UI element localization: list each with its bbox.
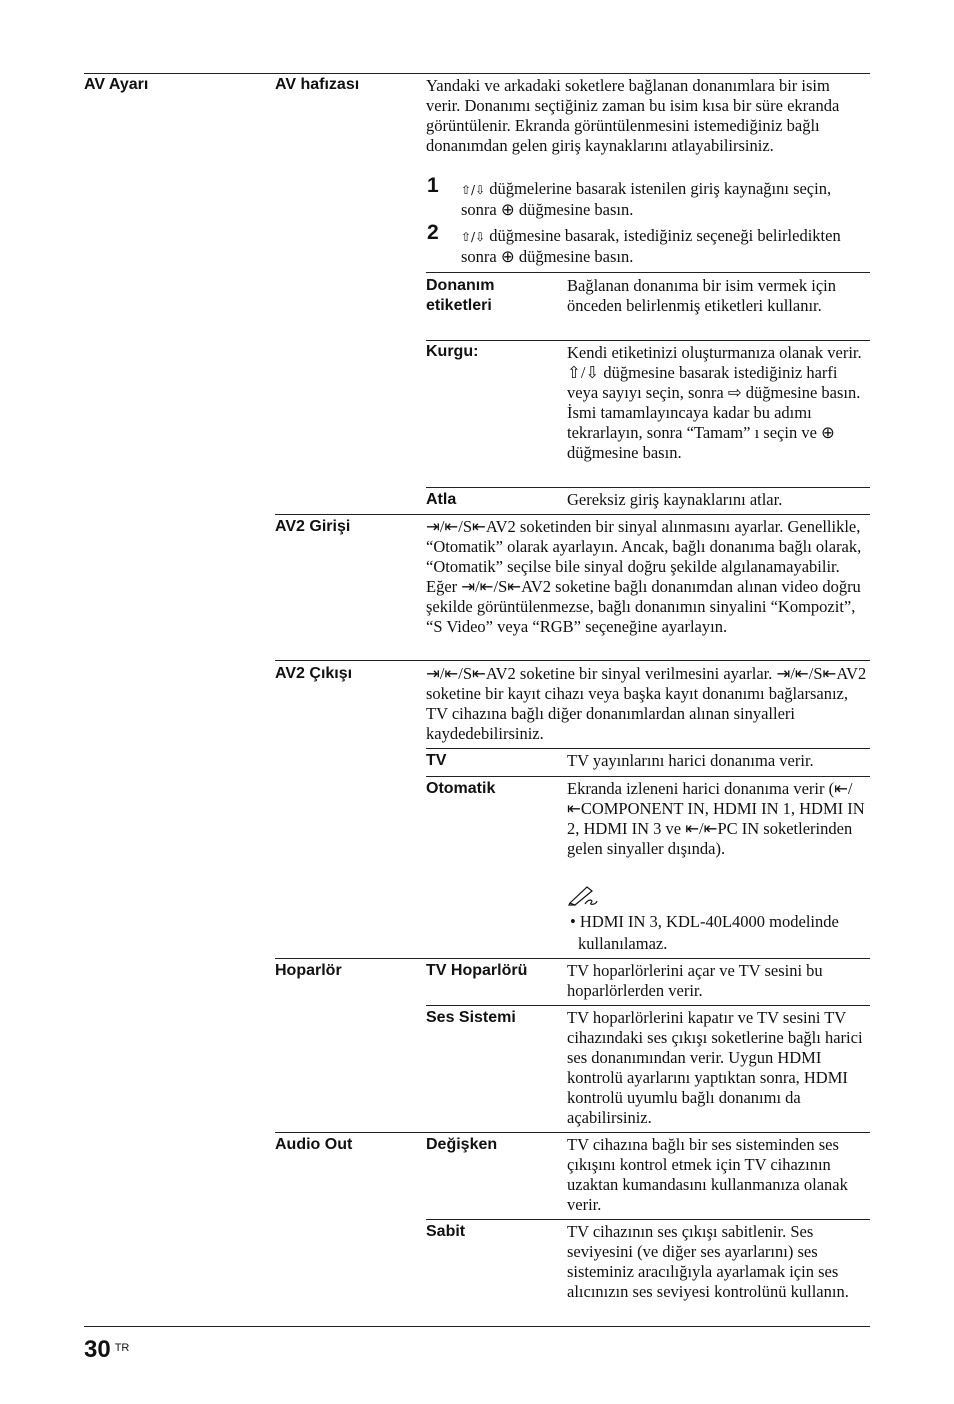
rule — [426, 340, 870, 341]
step2-number: 2 — [427, 221, 439, 244]
note-bullet: • HDMI IN 3, KDL-40L4000 modelinde kullanılamaz. — [570, 912, 839, 953]
rule-top — [84, 73, 870, 74]
step2-text: ⇧/⇩ düğmesine basarak, istediğiniz seçeneği belirledikten sonra ⊕ düğmesine basın. — [461, 226, 841, 266]
page-number: 30 $^{TR}$ — [84, 1336, 130, 1363]
option-desc: TV yayınlarını harici donanıma verir. — [567, 751, 814, 770]
step1-number: 1 — [427, 174, 439, 197]
option-label: Kurgu: — [426, 343, 479, 360]
section-title: AV Ayarı — [84, 76, 149, 93]
up-down-arrow-icon: ⇧/⇩ — [461, 230, 486, 244]
av-memory-desc: Yandaki ve arkadaki soketlere bağlanan donanımlara bir isim verir. Donanımı seçtiğiniz zaman bu isim kısa bir süre ekranda görüntülenir. Ekranda görüntülenmesini istemediğiniz bağlı donanımdan gelen giriş kaynaklarını atlayabilirsiniz. — [426, 76, 840, 155]
av2-out-label: AV2 Çıkışı — [275, 665, 353, 682]
option-label: TV — [426, 752, 447, 769]
rule — [426, 272, 870, 273]
up-down-arrow-icon: ⇧/⇩ — [461, 183, 486, 197]
rule — [426, 1005, 870, 1006]
rule — [275, 1132, 870, 1133]
rule — [426, 1219, 870, 1220]
av2-in-label: AV2 Girişi — [275, 518, 351, 535]
note-pencil-icon — [567, 884, 599, 911]
av-memory-label: AV hafızası — [275, 76, 360, 93]
rule — [275, 514, 870, 515]
option-label: Değişken — [426, 1136, 498, 1153]
language-code: TR — [114, 1342, 130, 1354]
option-label: TV Hoparlörü — [426, 962, 528, 979]
option-label: Ses Sistemi — [426, 1009, 516, 1026]
rule — [426, 748, 870, 749]
rule — [275, 660, 870, 661]
audio-out-label: Audio Out — [275, 1136, 353, 1153]
rule — [426, 487, 870, 488]
speaker-label: Hoparlör — [275, 962, 342, 979]
option-label: Donanım etiketleri — [426, 277, 495, 314]
step1-text: ⇧/⇩ düğmelerine basarak istenilen giriş kaynağını seçin, sonra ⊕ düğmesine basın. — [461, 179, 832, 219]
option-desc: Bağlanan donanıma bir isim vermek için önceden belirlenmiş etiketleri kullanır. — [567, 276, 836, 315]
rule — [275, 958, 870, 959]
rule — [426, 776, 870, 777]
option-desc: TV cihazına bağlı bir ses sisteminden ses çıkışını kontrol etmek için TV cihazının uzaktan kumandasını kullanmanıza olanak verir. — [567, 1135, 848, 1214]
option-desc: TV cihazının ses çıkışı sabitlenir. Ses seviyesini (ve diğer ses ayarlarını) ses sisteminiz aracılığıyla ayarlamak için ses alıcınızın ses seviyesi kontrolünü kullanın. — [567, 1222, 849, 1301]
option-desc: Gereksiz giriş kaynaklarını atlar. — [567, 490, 783, 509]
option-label: Atla — [426, 491, 457, 508]
rule-bottom — [84, 1326, 870, 1327]
option-desc: Kendi etiketinizi oluşturmanıza olanak verir. ⇧/⇩ düğmesine basarak istediğiniz harfi veya sayıyı seçin, sonra ⇨ düğmesine basın. İsmi tamamlayıncaya kadar bu adımı tekrarlayın, sonra “Tamam” ı seçin ve ⊕ düğmesine basın. — [567, 343, 862, 462]
option-label: Otomatik — [426, 780, 496, 797]
option-desc: Ekranda izleneni harici donanıma verir (⇤/⇤COMPONENT IN, HDMI IN 1, HDMI IN 2, HDMI IN 3 ve ⇤/⇤PC IN soketlerinden gelen sinyaller dışında). — [567, 779, 865, 858]
av2-out-desc: ⇥/⇤/S⇤AV2 soketine bir sinyal verilmesini ayarlar. ⇥/⇤/S⇤AV2 soketine bir kayıt cihazı veya başka kayıt donanımı bağlarsanız, TV cihazına bağlı diğer donanımlardan alınan sinyalleri kaydedebilirsiniz. — [426, 664, 867, 743]
option-desc: TV hoparlörlerini kapatır ve TV sesini TV cihazındaki ses çıkışı soketlerine bağlı harici ses donanımından verir. Uygun HDMI kontrolü ayarlarını yaptıktan sonra, HDMI kontrolü uyumlu bağlı donanımı da açabilirsiniz. — [567, 1008, 863, 1127]
option-desc: TV hoparlörlerini açar ve TV sesini bu hoparlörlerden verir. — [567, 961, 823, 1000]
av2-in-desc: ⇥/⇤/S⇤AV2 soketinden bir sinyal alınmasını ayarlar. Genellikle, “Otomatik” olarak ayarlayın. Ancak, bağlı donanıma bağlı olarak, “Otomatik” seçilse bile sinyal doğru şekilde algılanamayabilir. Eğer ⇥/⇤/S⇤AV2 soketine bağlı donanımdan alınan video doğru şekilde görüntülenmezse, bağlı donanımın sinyalini “Kompozit”, “S Video” veya “RGB” seçeneğine ayarlayın. — [426, 517, 862, 636]
option-label: Sabit — [426, 1223, 466, 1240]
